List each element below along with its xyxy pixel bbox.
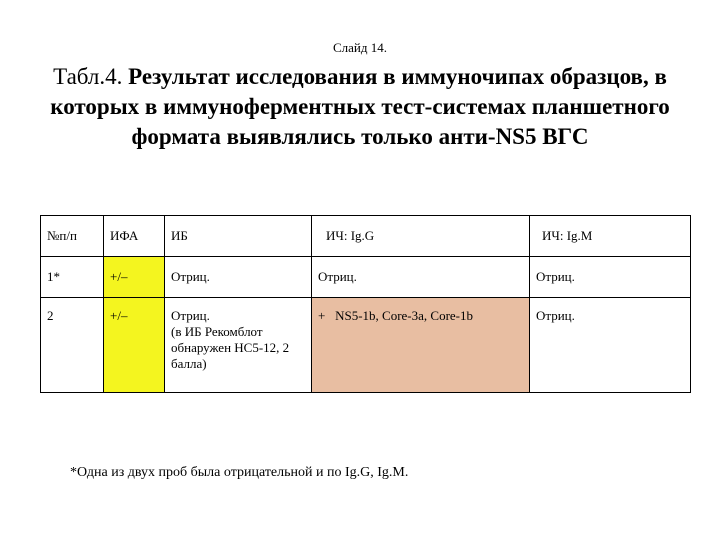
header-number: №п/п	[41, 216, 104, 257]
slide-label: Слайд 14.	[333, 40, 387, 55]
cell-igm: Отриц.	[530, 257, 691, 298]
cell-number: 2	[41, 298, 104, 393]
header-igg: ИЧ: Ig.G	[312, 216, 530, 257]
cell-ifa: +/–	[104, 257, 165, 298]
results-table	[40, 215, 691, 393]
header-igm: ИЧ: Ig.M	[530, 216, 691, 257]
table-row	[41, 298, 691, 393]
cell-number: 1*	[41, 257, 104, 298]
table-caption: Результат исследования в иммуночипах образцов, в которых в иммуноферментных тест-системах планшетного формата выявлялись только анти-NS5 ВГС	[50, 64, 670, 149]
cell-igg: + NS5-1b, Core-3a, Core-1b	[312, 298, 530, 393]
cell-ifa: +/–	[104, 298, 165, 393]
header-ib: ИБ	[165, 216, 312, 257]
footnote: *Одна из двух проб была отрицательной и по Ig.G, Ig.M.	[70, 465, 409, 480]
table-number: Табл.4.	[53, 64, 123, 89]
cell-ib: Отриц. (в ИБ Рекомблот обнаружен НС5-12, 2 балла)	[165, 298, 312, 393]
cell-igm: Отриц.	[530, 298, 691, 393]
header-ifa: ИФА	[104, 216, 165, 257]
cell-ib: Отриц.	[165, 257, 312, 298]
table-title	[20, 62, 700, 152]
table-header-row	[41, 216, 691, 257]
table-row	[41, 257, 691, 298]
cell-igg: Отриц.	[312, 257, 530, 298]
